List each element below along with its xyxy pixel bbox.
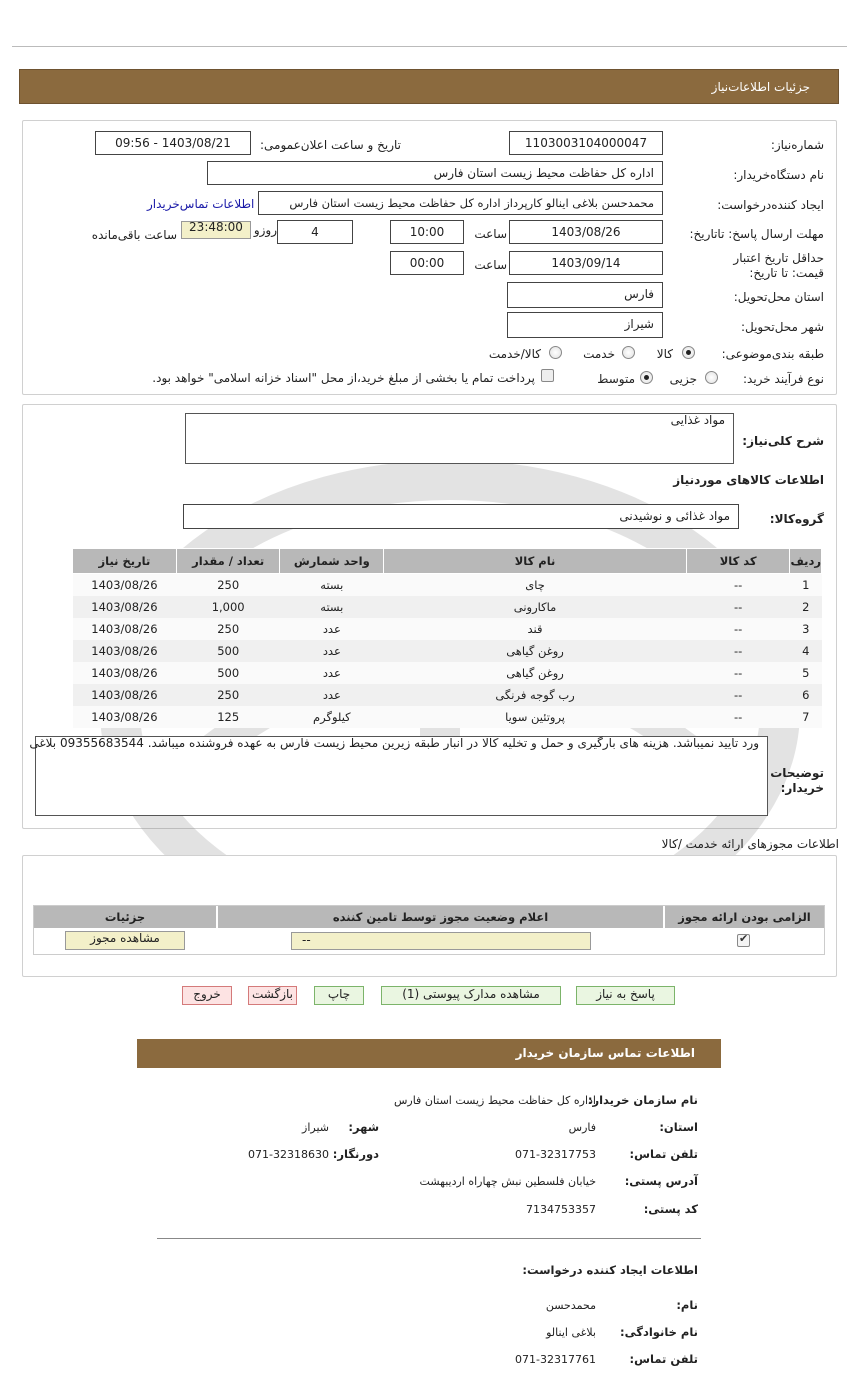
col-row: ردیف: [790, 549, 822, 574]
announce-label: تاریخ و ساعت اعلان‌عمومی:: [259, 138, 401, 152]
process-minor-label: جزیی: [669, 372, 697, 386]
back-button[interactable]: بازگشت: [248, 986, 297, 1005]
cell-quantity: 125: [176, 706, 280, 728]
col-name: نام کالا: [384, 549, 687, 574]
contact-address-label: آدرس پستی:: [624, 1174, 698, 1188]
cell-code: --: [686, 640, 790, 662]
contact-title: اطلاعات تماس سازمان خریدار: [515, 1046, 695, 1060]
col-quantity: تعداد / مقدار: [176, 549, 280, 574]
creator-name-value: محمدحسن: [545, 1299, 596, 1312]
table-row: [73, 574, 822, 596]
cell-date: 1403/08/26: [73, 618, 177, 640]
cell-name: قند: [384, 618, 687, 640]
table-row: [73, 640, 822, 662]
contact-province-value: فارس: [568, 1121, 596, 1134]
process-medium-label: متوسط: [597, 372, 635, 386]
cell-date: 1403/08/26: [73, 706, 177, 728]
creator-family-value: بلاغی اینالو: [546, 1326, 596, 1339]
cell-name: ماکارونی: [384, 596, 687, 618]
buyer-org-field: اداره کل حفاظت محیط زیست استان فارس: [207, 161, 663, 185]
days-field: 4: [277, 220, 353, 244]
contact-header: [137, 1039, 721, 1068]
cell-date: 1403/08/26: [73, 596, 177, 618]
cell-quantity: 500: [176, 640, 280, 662]
buyer-notes-field: ورد تایید نمیباشد. هزینه های بارگیری و حمل و تخلیه کالا در انبار طبقه زیرین محیط زیست فارس به عهده فروشنده میباشد. 09355683544 بلاغی: [35, 736, 768, 816]
table-row: [73, 684, 822, 706]
cell-code: --: [686, 596, 790, 618]
price-time-field: 00:00: [390, 251, 464, 275]
cell-unit: عدد: [280, 662, 384, 684]
cell-unit: کیلوگرم: [280, 706, 384, 728]
treasury-payment-note: پرداخت تمام یا بخشی از مبلغ خرید،از محل "اسناد خزانه اسلامی" خواهد بود.: [152, 371, 535, 385]
category-goods-radio[interactable]: [682, 346, 695, 359]
buyer-contact-link[interactable]: اطلاعات تماس‌خریدار: [147, 197, 255, 211]
creator-phone-label: تلفن تماس:: [629, 1352, 698, 1366]
view-permit-button[interactable]: مشاهده مجوز: [65, 931, 185, 950]
cell-unit: بسته: [280, 596, 384, 618]
category-both-radio[interactable]: [549, 346, 562, 359]
creator-info-title: اطلاعات ایجاد کننده درخواست:: [522, 1263, 698, 1277]
table-row: [73, 706, 822, 728]
top-divider: [12, 46, 847, 47]
reply-time-field: 10:00: [390, 220, 464, 244]
goods-info-title: اطلاعات کالاهای موردنیاز: [673, 473, 824, 487]
cell-name: چای: [384, 574, 687, 596]
cell-unit: بسته: [280, 574, 384, 596]
category-label: طبقه بندی‌موضوعی:: [721, 347, 824, 361]
province-label: استان محل‌تحویل:: [733, 290, 824, 304]
exit-button[interactable]: خروج: [182, 986, 232, 1005]
permits-col-required: الزامی بودن ارائه مجوز: [665, 906, 824, 928]
category-service-label: خدمت: [583, 347, 615, 361]
cell-row: 4: [790, 640, 822, 662]
summary-label: شرح کلی‌نیاز:: [742, 434, 824, 448]
check-icon: ✔: [739, 932, 749, 945]
announce-field: 1403/08/21 - 09:56: [95, 131, 251, 155]
reply-time-label: ساعت: [474, 227, 507, 241]
col-unit: واحد شمارش: [280, 549, 384, 574]
contact-org-value: اداره کل حفاظت محیط زیست استان فارس: [393, 1094, 596, 1107]
cell-code: --: [686, 706, 790, 728]
cell-date: 1403/08/26: [73, 662, 177, 684]
process-label: نوع فرآیند خرید:: [743, 372, 824, 386]
contact-address-value: خیابان فلسطین نبش چهاراه اردیبهشت: [419, 1175, 596, 1188]
cell-row: 6: [790, 684, 822, 706]
summary-field: مواد غذایی: [185, 413, 734, 464]
reply-deadline-label: مهلت ارسال پاسخ: تاتاریخ:: [689, 227, 824, 241]
contact-org-label: نام سازمان خریدار:: [587, 1093, 698, 1107]
cell-row: 3: [790, 618, 822, 640]
cell-date: 1403/08/26: [73, 640, 177, 662]
cell-row: 5: [790, 662, 822, 684]
attachments-button[interactable]: مشاهده مدارک پیوستی (1): [381, 986, 561, 1005]
contact-fax-label: دورنگار:: [332, 1147, 379, 1161]
buyer-org-label: نام دستگاه‌خریدار:: [733, 168, 824, 182]
contact-phone-label: تلفن تماس:: [629, 1147, 698, 1161]
cell-quantity: 1,000: [176, 596, 280, 618]
creator-name-label: نام:: [676, 1298, 698, 1312]
cell-row: 1: [790, 574, 822, 596]
contact-postal-label: کد پستی:: [643, 1202, 698, 1216]
city-label: شهر محل‌تحویل:: [740, 320, 824, 334]
price-date-field: 1403/09/14: [509, 251, 663, 275]
cell-date: 1403/08/26: [73, 684, 177, 706]
col-date: تاریخ نیاز: [73, 549, 177, 574]
permits-title: اطلاعات مجوزهای ارائه خدمت /کالا: [661, 837, 839, 851]
table-row: [73, 618, 822, 640]
page-header: [19, 69, 839, 104]
cell-name: روغن گیاهی: [384, 662, 687, 684]
province-field: فارس: [507, 282, 663, 308]
cell-name: پروتئین سویا: [384, 706, 687, 728]
contact-city-value: شیراز: [302, 1121, 329, 1134]
city-field: شیراز: [507, 312, 663, 338]
goods-table: [72, 548, 822, 728]
buyer-notes-label: توضیحات خریدار:: [770, 766, 824, 795]
goods-group-label: گروه‌کالا:: [769, 512, 824, 526]
cell-name: رب گوجه فرنگی: [384, 684, 687, 706]
permits-col-status: اعلام وضعیت مجوز توسط تامین کننده: [218, 906, 663, 928]
cell-row: 2: [790, 596, 822, 618]
creator-field: محمدحسن بلاغی اینالو کارپرداز اداره کل حفاظت محیط زیست استان فارس: [258, 191, 663, 215]
cell-quantity: 500: [176, 662, 280, 684]
cell-code: --: [686, 574, 790, 596]
cell-quantity: 250: [176, 618, 280, 640]
creator-phone-value: 071-32317761: [515, 1353, 596, 1366]
cell-code: --: [686, 662, 790, 684]
contact-city-label: شهر:: [348, 1120, 379, 1134]
cell-name: روغن گیاهی: [384, 640, 687, 662]
treasury-payment-checkbox[interactable]: [541, 369, 554, 382]
permits-col-details: جزئیات: [34, 906, 216, 928]
cell-row: 7: [790, 706, 822, 728]
cell-unit: عدد: [280, 640, 384, 662]
process-medium-radio[interactable]: [640, 371, 653, 384]
cell-code: --: [686, 684, 790, 706]
reply-button[interactable]: پاسخ به نیاز: [576, 986, 675, 1005]
category-both-label: کالا/خدمت: [488, 347, 541, 361]
permit-status-field[interactable]: --: [291, 932, 591, 950]
cell-code: --: [686, 618, 790, 640]
need-number-field: 1103003104000047: [509, 131, 663, 155]
cell-quantity: 250: [176, 684, 280, 706]
permit-required-checkbox: [737, 934, 750, 947]
table-row: [73, 596, 822, 618]
goods-table-header: [73, 549, 822, 574]
col-code: کد کالا: [686, 549, 790, 574]
goods-group-field: مواد غذائی و نوشیدنی: [183, 504, 739, 529]
price-validity-label: حداقل تاریخ اعتبار قیمت: تا تاریخ:: [733, 251, 824, 280]
contact-phone-value: 071-32317753: [515, 1148, 596, 1161]
contact-divider: [157, 1238, 701, 1239]
contact-postal-value: 7134753357: [526, 1203, 596, 1216]
days-label: روزو: [253, 223, 277, 237]
creator-label: ایجاد کننده‌درخواست:: [717, 198, 824, 212]
creator-family-label: نام خانوادگی:: [620, 1325, 698, 1339]
reply-date-field: 1403/08/26: [509, 220, 663, 244]
remaining-time-label: ساعت باقی‌مانده: [91, 228, 177, 242]
print-button[interactable]: چاپ: [314, 986, 364, 1005]
page-title: جزئیات اطلاعات‌نیاز: [711, 80, 810, 94]
category-service-radio[interactable]: [622, 346, 635, 359]
table-row: [73, 662, 822, 684]
need-number-label: شماره‌نیاز:: [770, 138, 824, 152]
cell-quantity: 250: [176, 574, 280, 596]
category-goods-label: کالا: [656, 347, 673, 361]
contact-fax-value: 071-32318630: [248, 1148, 329, 1161]
cell-date: 1403/08/26: [73, 574, 177, 596]
remaining-time-field: 23:48:00: [181, 221, 251, 239]
cell-unit: عدد: [280, 618, 384, 640]
price-time-label: ساعت: [474, 258, 507, 272]
process-minor-radio[interactable]: [705, 371, 718, 384]
cell-unit: عدد: [280, 684, 384, 706]
contact-province-label: استان:: [659, 1120, 698, 1134]
